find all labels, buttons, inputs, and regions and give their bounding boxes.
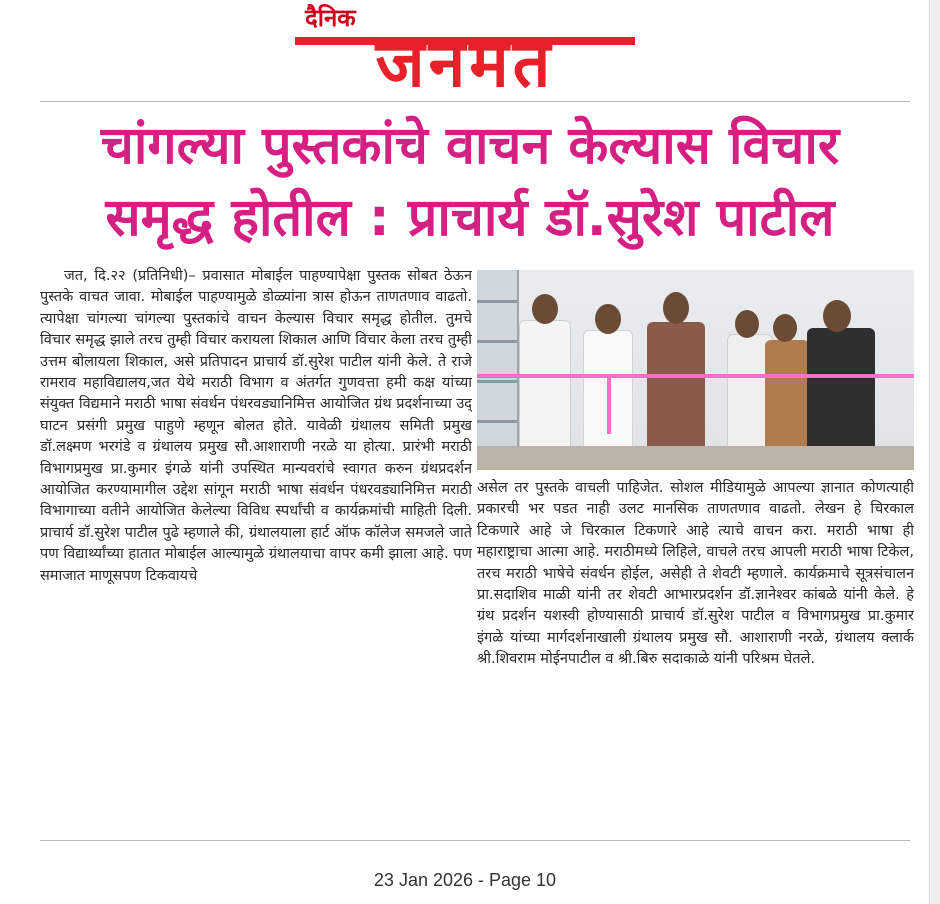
bottom-divider (40, 840, 910, 841)
article-right-text: असेल तर पुस्तके वाचली पाहिजेत. सोशल मीडियामुळे आपल्या ज्ञानात कोणत्याही प्रकारची भर पडत नाही उलट मानसिक ताणतणाव वाढतो. लेखन हे चिरकाल टिकणारे आहे जे चिरकाल टिकणारे आहे त्याचे वाचन करा. मराठी भाषा ही महाराष्ट्राचा आत्मा आहे. मराठीमध्ये लिहिले, वाचले तरच आपली मराठी भाषा टिकेल, तरच मराठी भाषेचे संवर्धन होईल, असेही ते शेवटी म्हणाले. कार्यक्रमाचे सूत्रसंचालन प्रा.सदाशिव माळी यांनी तर शेवटी आभारप्रदर्शन डॉ.ज्ञानेश्वर कांबळे यांनी केले. हे ग्रंथ प्रदर्शन यशस्वी होण्यासाठी प्राचार्य डॉ.सुरेश पाटील व विभागप्रमुख प्रा.कुमार इंगळे यांच्या मार्गदर्शनाखाली ग्रंथालय प्रमुख सौ. आशाराणी नरळे, ग्रंथालय क्लार्क श्री.शिवराम मोईनपाटील व श्री.बिरु सदाकाळे यांनी परिश्रम घेतले. (477, 480, 914, 668)
headline (20, 110, 920, 254)
ribbon (477, 374, 914, 378)
masthead (295, 4, 645, 100)
article-right-column (477, 478, 914, 828)
headline-line-2: समृद्ध होतील : प्राचार्य डॉ.सुरेश पाटील (105, 188, 835, 248)
masthead-logo: जनमत (375, 32, 555, 96)
masthead-small-text: दैनिक (305, 4, 356, 32)
article-left-column (40, 266, 472, 826)
headline-line-1: चांगल्या पुस्तकांचे वाचन केल्यास विचार (100, 116, 840, 176)
scrollbar-track[interactable] (929, 0, 940, 904)
top-divider (40, 101, 910, 102)
page-footer: 23 Jan 2026 - Page 10 (373, 870, 557, 890)
bookshelf-graphic (477, 270, 519, 470)
article-left-text: जत, दि.२२ (प्रतिनिधी)– प्रवासात मोबाईल पाहण्यापेक्षा पुस्तक सोबत ठेऊन पुस्तके वाचत जावा. मोबाईल पाहण्यामुळे डोळ्यांना त्रास होऊन ताणतणाव वाढतो. त्यापेक्षा चांगल्या चांगल्या पुस्तकांचे वाचन केल्यास विचार समृद्ध होतील. तुमचे विचार समृद्ध झाले तरच तुम्ही विचार करायला शिकाल आणि विचार केला तरच तुम्ही उत्तम बोलायला शिकाल, असे प्रतिपादन प्राचार्य डॉ.सुरेश पाटील यांनी केले. ते राजे रामराव महाविद्यालय,जत येथे मराठी विभाग व अंतर्गत गुणवत्ता हमी कक्ष यांच्या संयुक्त विद्यमाने मराठी भाषा संवर्धन पंधरवड्यानिमित्त आयोजित ग्रंथ प्रदर्शनाच्या उद् घाटन प्रसंगी प्रमुख पाहुणे म्हणून बोलत होते. यावेळी ग्रंथालय समिती प्रमुख डॉ.लक्ष्मण भरगंडे व ग्रंथालय प्रमुख सौ.आशाराणी नरळे या होत्या. प्रारंभी मराठी विभागप्रमुख प्रा.कुमार इंगळे यांनी उपस्थित मान्यवरांचे स्वागत करुन ग्रंथप्रदर्शन आयोजित करण्यामागील उद्देश सांगून मराठी भाषा संवर्धन पंधरवड्यानिमित्त मराठी विभागाच्या वतीने आयोजित केलेल्या विविध स्पर्धांची व कार्यक्रमांची माहिती दिली. प्राचार्य डॉ.सुरेश पाटील पुढे म्हणाले की, ग्रंथालयाला हार्ट ऑफ कॉलेज समजले जाते पण विद्यार्थ्यांच्या हातात मोबाईल आल्यामुळे ग्रंथालयाचा वापर कमी झाला आहे. पण समाजात माणूसपण टिकवायचे (40, 268, 472, 584)
ribbon-cutting-photo (477, 270, 914, 470)
